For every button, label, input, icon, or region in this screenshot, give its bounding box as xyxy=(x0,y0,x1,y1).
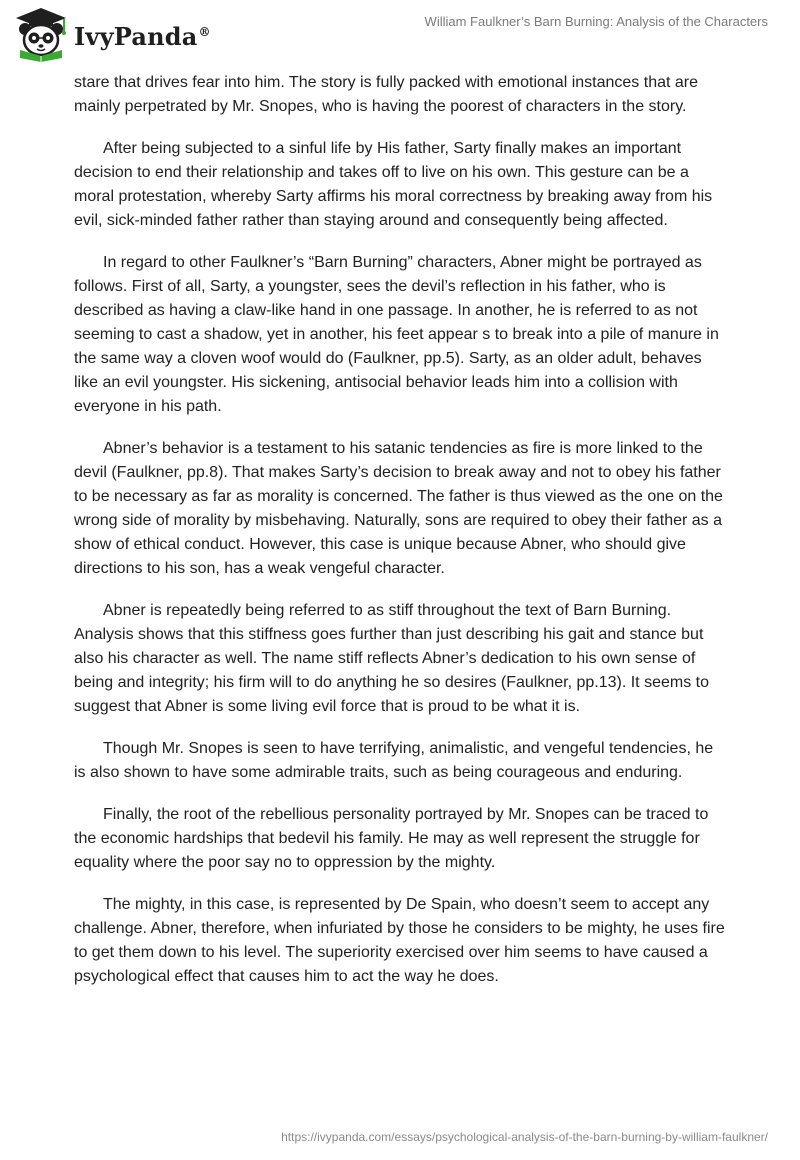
panda-graduate-icon xyxy=(12,6,70,62)
paragraph: stare that drives fear into him. The story is fully packed with emotional instances that are mainly perpetrated by Mr. Snopes, who is having the poorest of characters in the story. xyxy=(74,74,698,115)
paragraph: After being subjected to a sinful life by His father, Sarty finally makes an important decision to end their relationship and takes off to live on his own. This gesture can be a moral protestation, whereby Sarty affirms his moral correctness by breaking away from his evil, sick-minded father rather than staying around and consequently being affected. xyxy=(74,140,713,229)
paragraph: Finally, the root of the rebellious personality portrayed by Mr. Snopes can be traced to the economic hardships that bedevil his family. He may as well represent the struggle for equality where the poor say no to oppression by the mighty. xyxy=(74,806,709,871)
brand-logo[interactable] xyxy=(12,6,211,62)
paragraph: Abner’s behavior is a testament to his satanic tendencies as fire is more linked to the devil (Faulkner, pp.8). That makes Sarty’s decision to break away and not to obey his father to be necessary as far as morality is concerned. The father is thus viewed as the one on the wrong side of morality by misbehaving. Naturally, sons are required to obey their father as a show of ethical conduct. However, this case is unique because Abner, who should give directions to his son, has a weak vengeful character. xyxy=(74,440,723,577)
paragraph: In regard to other Faulkner’s “Barn Burning” characters, Abner might be portrayed as follows. First of all, Sarty, a youngster, sees the devil’s reflection in his father, who is described as having a claw-like hand in one passage. In another, he is referred to as not seeming to cast a shadow, yet in another, his feet appear s to break into a pile of manure in the same way a cloven woof would do (Faulkner, pp.5). Sarty, as an older adult, behaves like an evil youngster. His sickening, antisocial behavior leads him into a collision with everyone in his path. xyxy=(74,254,719,415)
paragraph: Though Mr. Snopes is seen to have terrifying, animalistic, and vengeful tendencies, he is also shown to have some admirable traits, such as being courageous and enduring. xyxy=(74,740,714,781)
source-url[interactable]: https://ivypanda.com/essays/psychological-analysis-of-the-barn-burning-by-william-faulkner/ xyxy=(281,1130,768,1144)
page-header xyxy=(0,0,800,62)
paragraph: Abner is repeatedly being referred to as stiff throughout the text of Barn Burning. Analysis shows that this stiffness goes further than just describing his gait and stance but also his character as well. The name stiff reflects Abner’s dedication to his own sense of being and integrity; his firm will to do anything he so desires (Faulkner, pp.13). It seems to suggest that Abner is some living evil force that is proud to be what it is. xyxy=(74,602,709,715)
brand-name: IvyPanda® xyxy=(74,21,211,51)
registered-mark: ® xyxy=(198,24,211,39)
document-title: William Faulkner’s Barn Burning: Analysis of the Characters xyxy=(424,14,768,29)
paragraph: The mighty, in this case, is represented by De Spain, who doesn’t seem to accept any challenge. Abner, therefore, when infuriated by those he considers to be mighty, he uses fire to get them down to his level. The superiority exercised over him seems to have caused a psychological effect that causes him to act the way he does. xyxy=(74,896,725,985)
essay-body xyxy=(74,71,726,1007)
